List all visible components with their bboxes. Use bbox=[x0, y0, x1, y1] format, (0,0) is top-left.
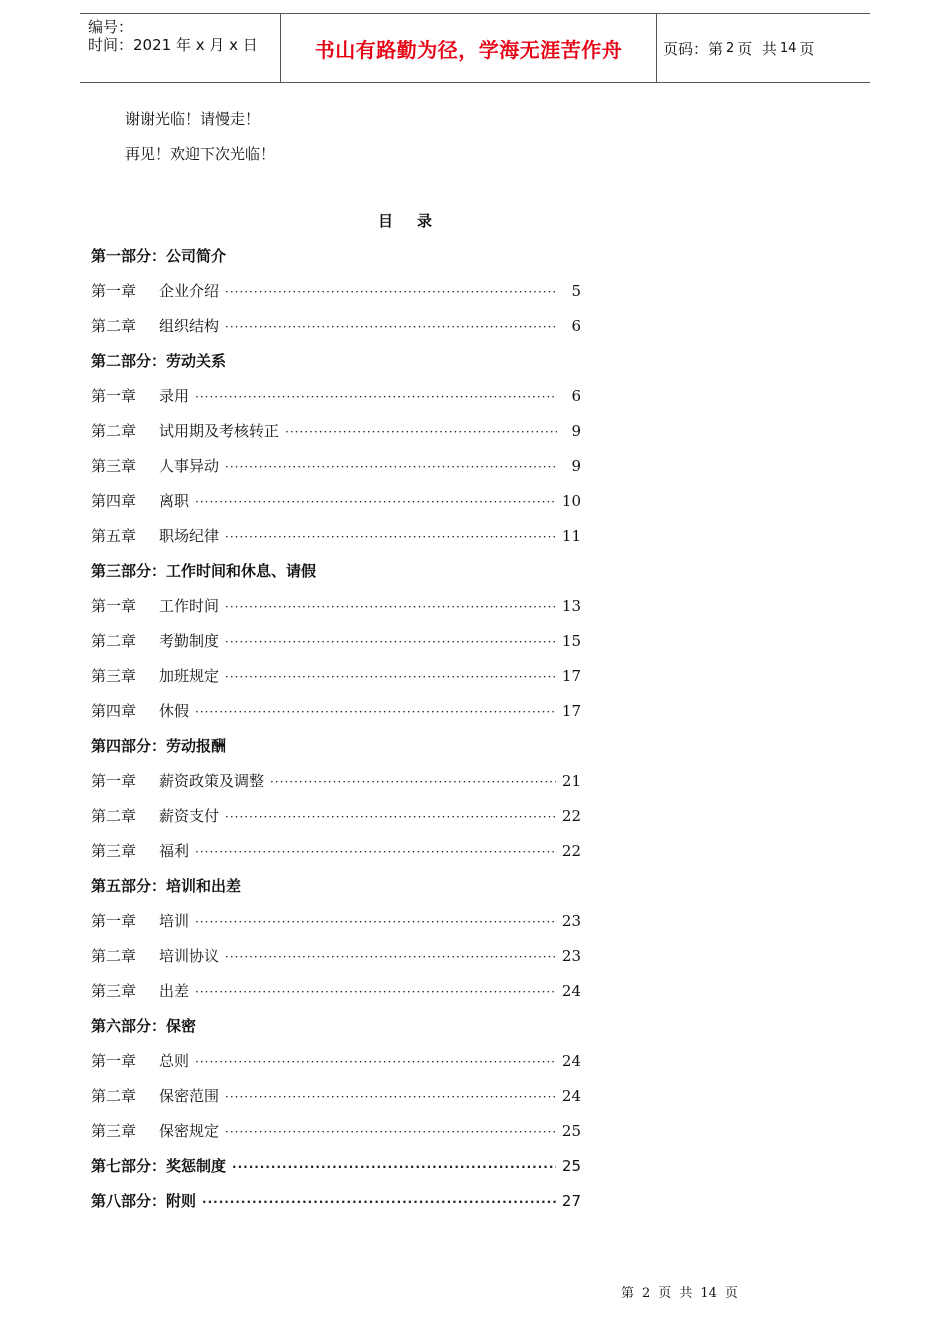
toc-page-number: 6 bbox=[571, 387, 581, 405]
toc-chapter-row[interactable] bbox=[91, 805, 581, 827]
toc-chapter-number: 第一章 bbox=[91, 282, 137, 300]
toc-chapter-title: 总则 bbox=[159, 1052, 190, 1070]
toc-part-row[interactable] bbox=[91, 245, 581, 267]
toc-chapter-row[interactable] bbox=[91, 420, 581, 442]
toc-chapter-title: 休假 bbox=[159, 702, 190, 720]
toc-chapter-row[interactable] bbox=[91, 315, 581, 337]
toc-dot-leader bbox=[270, 775, 556, 789]
toc-chapter-title: 离职 bbox=[159, 492, 190, 510]
toc-page-number: 6 bbox=[571, 317, 581, 335]
toc-page-number: 22 bbox=[561, 807, 581, 825]
toc-dot-leader bbox=[195, 390, 557, 404]
footer-mid2: 共 bbox=[679, 1286, 693, 1301]
toc-part-title: 第七部分：奖惩制度 bbox=[91, 1157, 227, 1175]
greeting-line-1: 谢谢光临！请慢走！ bbox=[125, 110, 261, 128]
toc-title bbox=[378, 210, 432, 231]
toc-dot-leader bbox=[225, 285, 557, 299]
toc-chapter-row[interactable] bbox=[91, 700, 581, 722]
toc-page-number: 5 bbox=[571, 282, 581, 300]
toc-page-number: 24 bbox=[561, 982, 581, 1000]
toc-chapter-number: 第一章 bbox=[91, 772, 137, 790]
toc-chapter-title: 培训 bbox=[159, 912, 190, 930]
toc-chapter-number: 第四章 bbox=[91, 702, 137, 720]
toc-dot-leader bbox=[225, 530, 556, 544]
toc-part-row[interactable] bbox=[91, 875, 581, 897]
toc-dot-leader bbox=[202, 1195, 556, 1209]
footer-prefix: 第 bbox=[621, 1286, 635, 1301]
time-label: 时间：2021 年 x 月 x 日 bbox=[88, 36, 258, 54]
toc-chapter-number: 第三章 bbox=[91, 667, 137, 685]
toc-page-number: 9 bbox=[571, 457, 581, 475]
toc-page-number: 22 bbox=[561, 842, 581, 860]
toc-part-row[interactable] bbox=[91, 1190, 581, 1212]
toc-chapter-row[interactable] bbox=[91, 945, 581, 967]
toc-dot-leader bbox=[195, 705, 556, 719]
toc-page-number: 24 bbox=[561, 1087, 581, 1105]
toc-chapter-number: 第二章 bbox=[91, 632, 137, 650]
toc-chapter-number: 第二章 bbox=[91, 947, 137, 965]
toc-dot-leader bbox=[195, 915, 556, 929]
toc-chapter-row[interactable] bbox=[91, 1120, 581, 1142]
toc-dot-leader bbox=[195, 845, 556, 859]
toc-part-title: 第一部分：公司简介 bbox=[91, 247, 227, 265]
greeting-line-2: 再见！欢迎下次光临！ bbox=[125, 145, 276, 163]
toc-part-row[interactable] bbox=[91, 350, 581, 372]
toc-page-number: 25 bbox=[561, 1122, 581, 1140]
page-header bbox=[80, 13, 870, 83]
toc-dot-leader bbox=[195, 495, 556, 509]
toc-chapter-row[interactable] bbox=[91, 455, 581, 477]
toc-dot-leader bbox=[285, 425, 557, 439]
toc-dot-leader bbox=[225, 320, 557, 334]
toc-part-title: 第五部分：培训和出差 bbox=[91, 877, 242, 895]
toc-title-char-2: 录 bbox=[417, 212, 433, 230]
toc-chapter-row[interactable] bbox=[91, 525, 581, 547]
toc-chapter-number: 第二章 bbox=[91, 422, 137, 440]
toc-chapter-title: 培训协议 bbox=[159, 947, 220, 965]
toc-chapter-number: 第三章 bbox=[91, 1122, 137, 1140]
toc-chapter-row[interactable] bbox=[91, 770, 581, 792]
header-page-info bbox=[655, 14, 870, 82]
footer-total: 14 bbox=[700, 1286, 717, 1301]
toc-chapter-row[interactable] bbox=[91, 280, 581, 302]
toc-page-number: 27 bbox=[561, 1192, 581, 1210]
toc-chapter-title: 薪资支付 bbox=[159, 807, 220, 825]
number-label: 编号： bbox=[88, 18, 134, 36]
toc-chapter-row[interactable] bbox=[91, 385, 581, 407]
toc-page-number: 21 bbox=[561, 772, 581, 790]
toc-chapter-title: 出差 bbox=[159, 982, 190, 1000]
toc-chapter-title: 试用期及考核转正 bbox=[159, 422, 280, 440]
toc-dot-leader bbox=[225, 950, 556, 964]
toc-page-number: 23 bbox=[561, 947, 581, 965]
toc-chapter-row[interactable] bbox=[91, 490, 581, 512]
toc-chapter-number: 第三章 bbox=[91, 842, 137, 860]
toc-dot-leader bbox=[225, 460, 557, 474]
toc-chapter-row[interactable] bbox=[91, 910, 581, 932]
toc-chapter-title: 保密规定 bbox=[159, 1122, 220, 1140]
toc-page-number: 23 bbox=[561, 912, 581, 930]
toc-chapter-row[interactable] bbox=[91, 840, 581, 862]
toc-chapter-title: 保密范围 bbox=[159, 1087, 220, 1105]
toc-chapter-number: 第一章 bbox=[91, 597, 137, 615]
toc-chapter-number: 第二章 bbox=[91, 1087, 137, 1105]
toc-chapter-number: 第四章 bbox=[91, 492, 137, 510]
toc-page-number: 17 bbox=[561, 667, 581, 685]
toc-page-number: 24 bbox=[561, 1052, 581, 1070]
toc-chapter-title: 录用 bbox=[159, 387, 190, 405]
toc-chapter-title: 工作时间 bbox=[159, 597, 220, 615]
toc-part-row[interactable] bbox=[91, 1015, 581, 1037]
toc-part-title: 第三部分：工作时间和休息、请假 bbox=[91, 562, 317, 580]
page-prefix: 页码：第 bbox=[663, 39, 724, 58]
toc-page-number: 17 bbox=[561, 702, 581, 720]
toc-dot-leader bbox=[225, 670, 556, 684]
toc-chapter-number: 第一章 bbox=[91, 387, 137, 405]
page-footer bbox=[617, 1282, 742, 1301]
toc-part-title: 第六部分：保密 bbox=[91, 1017, 197, 1035]
toc-chapter-row[interactable] bbox=[91, 665, 581, 687]
toc-page-number: 11 bbox=[561, 527, 581, 545]
header-meta bbox=[80, 14, 280, 82]
toc-page-number: 13 bbox=[561, 597, 581, 615]
toc-chapter-row[interactable] bbox=[91, 980, 581, 1002]
toc-dot-leader bbox=[195, 985, 556, 999]
toc-dot-leader bbox=[225, 600, 556, 614]
toc-part-title: 第四部分：劳动报酬 bbox=[91, 737, 227, 755]
toc-chapter-title: 福利 bbox=[159, 842, 190, 860]
toc-chapter-number: 第二章 bbox=[91, 317, 137, 335]
toc-chapter-number: 第一章 bbox=[91, 1052, 137, 1070]
toc-chapter-title: 薪资政策及调整 bbox=[159, 772, 265, 790]
toc-dot-leader bbox=[225, 1125, 556, 1139]
toc-dot-leader bbox=[225, 1090, 556, 1104]
page-suffix: 页 bbox=[799, 39, 815, 58]
toc-dot-leader bbox=[195, 1055, 556, 1069]
toc-chapter-number: 第一章 bbox=[91, 912, 137, 930]
toc-chapter-title: 职场纪律 bbox=[159, 527, 220, 545]
toc-chapter-title: 企业介绍 bbox=[159, 282, 220, 300]
footer-suffix: 页 bbox=[724, 1286, 738, 1301]
header-slogan bbox=[280, 14, 657, 82]
toc-chapter-title: 加班规定 bbox=[159, 667, 220, 685]
toc-dot-leader bbox=[225, 810, 556, 824]
toc-part-row[interactable] bbox=[91, 735, 581, 757]
toc-chapter-title: 组织结构 bbox=[159, 317, 220, 335]
slogan-text: 书山有路勤为径，学海无涯苦作舟 bbox=[314, 37, 623, 62]
toc-chapter-title: 考勤制度 bbox=[159, 632, 220, 650]
page-current: 2 bbox=[726, 40, 735, 56]
toc-dot-leader bbox=[232, 1160, 556, 1174]
toc-dot-leader bbox=[225, 635, 556, 649]
toc-chapter-row[interactable] bbox=[91, 1050, 581, 1072]
toc-page-number: 25 bbox=[561, 1157, 581, 1175]
toc-part-row[interactable] bbox=[91, 1155, 581, 1177]
toc-title-char-1: 目 bbox=[378, 212, 394, 230]
toc-chapter-number: 第五章 bbox=[91, 527, 137, 545]
footer-mid1: 页 bbox=[658, 1286, 672, 1301]
page-total: 14 bbox=[779, 40, 797, 56]
footer-current: 2 bbox=[642, 1286, 651, 1301]
toc-chapter-number: 第三章 bbox=[91, 457, 137, 475]
toc-chapter-row[interactable] bbox=[91, 630, 581, 652]
toc-page-number: 15 bbox=[561, 632, 581, 650]
toc-chapter-row[interactable] bbox=[91, 1085, 581, 1107]
toc-part-title: 第二部分：劳动关系 bbox=[91, 352, 227, 370]
toc-part-title: 第八部分：附则 bbox=[91, 1192, 197, 1210]
toc-page-number: 9 bbox=[571, 422, 581, 440]
toc-part-row[interactable] bbox=[91, 560, 581, 582]
toc-chapter-row[interactable] bbox=[91, 595, 581, 617]
toc-chapter-number: 第三章 bbox=[91, 982, 137, 1000]
toc-page-number: 10 bbox=[561, 492, 581, 510]
toc-chapter-title: 人事异动 bbox=[159, 457, 220, 475]
page-mid: 页 共 bbox=[737, 39, 777, 58]
toc-chapter-number: 第二章 bbox=[91, 807, 137, 825]
